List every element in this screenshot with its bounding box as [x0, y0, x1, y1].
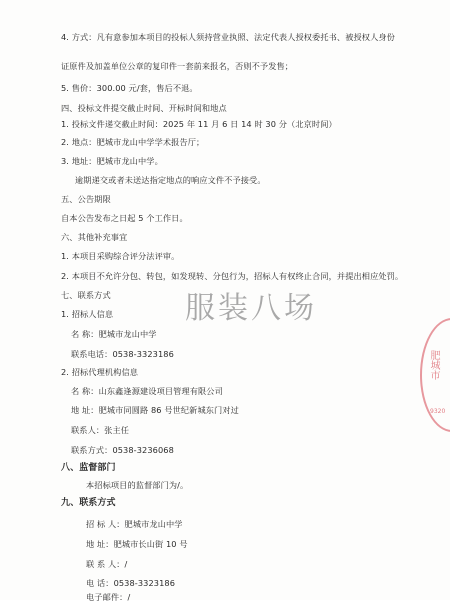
- text-line: 证原件及加盖单位公章的复印件一套前来报名，否则不予发售；: [61, 61, 294, 71]
- section-heading: 八、监督部门: [61, 463, 116, 473]
- text-line: 电子邮件：/: [86, 592, 131, 602]
- text-line: 本招标项目的监督部门为/。: [86, 480, 189, 490]
- text-line: 逾期递交或者未送达指定地点的响应文件不予接受。: [75, 175, 266, 185]
- text-line: 名 称：山东鑫逢源建设项目管理有限公司: [71, 386, 223, 396]
- text-line: 1. 本项目采购综合评分法评审。: [61, 251, 180, 261]
- text-line: 4. 方式：凡有意参加本项目的投标人须持营业执照、法定代表人授权委托书、被授权人身份: [61, 32, 395, 42]
- text-line: 联 系 人：/: [86, 559, 128, 569]
- text-line: 联系人：张主任: [71, 425, 130, 435]
- watermark: 服装八场: [185, 291, 317, 326]
- section-heading: 六、其他补充事宜: [61, 232, 128, 242]
- text-line: 名 称：肥城市龙山中学: [71, 329, 157, 339]
- text-line: 5. 售价：300.00 元/套，售后不退。: [61, 83, 198, 93]
- official-seal: [420, 318, 450, 432]
- text-line: 3. 地址：肥城市龙山中学。: [61, 156, 163, 166]
- text-line: 联系方式：0538-3236068: [71, 445, 174, 455]
- text-line: 自本公告发布之日起 5 个工作日。: [61, 213, 188, 223]
- section-heading: 四、投标文件提交截止时间、开标时间和地点: [61, 103, 227, 113]
- text-line: 1. 投标文件递交截止时间：2025 年 11 月 6 日 14 时 30 分（北京时间）: [61, 119, 337, 129]
- section-heading: 九、联系方式: [61, 498, 116, 508]
- text-line: 2. 招标代理机构信息: [61, 367, 139, 377]
- section-heading: 五、公告期限: [61, 194, 111, 204]
- text-line: 联系电话：0538-3323186: [71, 349, 174, 359]
- text-line: 地 址：肥城市同圆路 86 号世纪新城东门对过: [71, 405, 239, 415]
- seal-text: 肥城市: [428, 350, 439, 380]
- text-line: 地 址：肥城市长山街 10 号: [86, 539, 188, 549]
- section-heading: 七、联系方式: [61, 290, 111, 300]
- seal-number: 9320: [430, 408, 446, 415]
- text-line: 招 标 人：肥城市龙山中学: [86, 519, 183, 529]
- text-line: 电 话：0538-3323186: [86, 578, 176, 588]
- text-line: 2. 地点：肥城市龙山中学学术报告厅；: [61, 137, 205, 147]
- text-line: 1. 招标人信息: [61, 309, 114, 319]
- text-line: 2. 本项目不允许分包、转包，如发现转、分包行为，招标人有权终止合同，并提出相应处罚。: [61, 271, 404, 281]
